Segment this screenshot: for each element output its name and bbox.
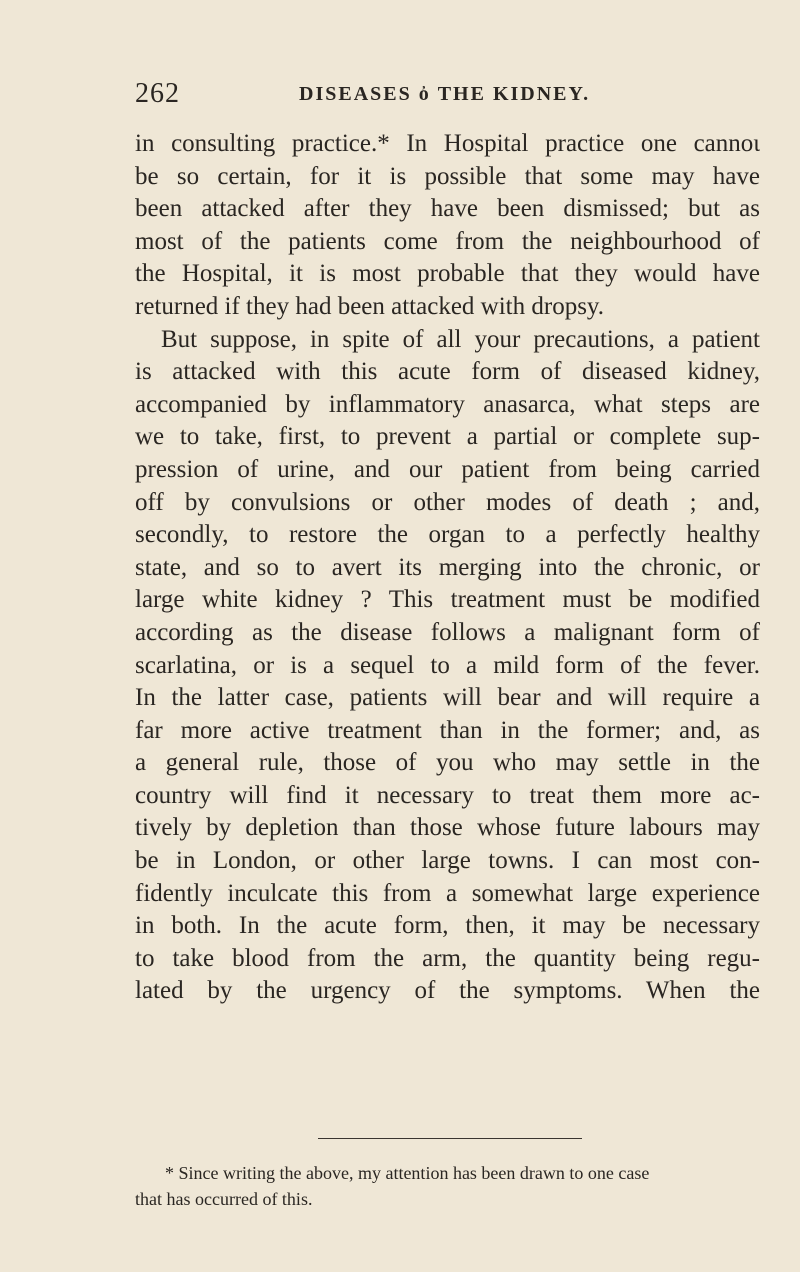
text-line: country will find it necessary to treat them more ac- bbox=[135, 781, 760, 809]
text-line: In the latter case, patients will bear and will require a bbox=[135, 684, 760, 712]
text-line: to take blood from the arm, the quantity being regu- bbox=[135, 944, 760, 972]
text-line: a general rule, those of you who may settle in the bbox=[135, 749, 760, 777]
footnote bbox=[135, 1160, 760, 1212]
text-line: fidently inculcate this from a somewhat large experience bbox=[135, 879, 760, 907]
text-line: is attacked with this acute form of diseased kidney, bbox=[135, 358, 760, 386]
text-line: secondly, to restore the organ to a perfectly healthy bbox=[135, 521, 760, 549]
text-line: off by convulsions or other modes of death ; and, bbox=[135, 488, 760, 516]
running-head: DISEASES ὀ THE KIDNEY. bbox=[299, 83, 591, 105]
text-line: in both. In the acute form, then, it may be necessary bbox=[135, 912, 760, 940]
text-line: the Hospital, it is most probable that they would have bbox=[135, 260, 760, 288]
text-line: tively by depletion than those whose future labours may bbox=[135, 814, 760, 842]
text-line: pression of urine, and our patient from being carried bbox=[135, 455, 760, 483]
text-line: lated by the urgency of the symptoms. When the bbox=[135, 977, 760, 1005]
text-line: large white kidney ? This treatment must be modified bbox=[135, 586, 760, 614]
text-line: in consulting practice.* In Hospital practice one cannoι bbox=[135, 130, 760, 157]
text-line: we to take, first, to prevent a partial or complete sup- bbox=[135, 423, 760, 451]
text-line: according as the disease follows a malignant form of bbox=[135, 618, 760, 646]
text-line: returned if they had been attacked with dropsy. bbox=[135, 292, 605, 320]
text-line: state, and so to avert its merging into the chronic, or bbox=[135, 553, 760, 581]
text-line: scarlatina, or is a sequel to a mild form of the fever. bbox=[135, 651, 760, 679]
text-line: But suppose, in spite of all your precautions, a patient bbox=[161, 325, 760, 353]
page-header bbox=[135, 78, 760, 112]
footnote-line: that has occurred of this. bbox=[135, 1189, 313, 1209]
body-text bbox=[135, 128, 760, 1008]
text-line: most of the patients come from the neighbourhood of bbox=[135, 227, 760, 255]
text-line: been attacked after they have been dismissed; but as bbox=[135, 195, 760, 223]
text-line: be in London, or other large towns. I can most con- bbox=[135, 847, 760, 875]
text-line: far more active treatment than in the former; and, as bbox=[135, 716, 760, 744]
text-line: be so certain, for it is possible that some may have bbox=[135, 162, 760, 190]
footnote-divider bbox=[318, 1138, 582, 1139]
page-number: 262 bbox=[135, 78, 180, 109]
footnote-line: * Since writing the above, my attention has been drawn to one case bbox=[165, 1163, 650, 1183]
text-line: accompanied by inflammatory anasarca, what steps are bbox=[135, 390, 760, 418]
